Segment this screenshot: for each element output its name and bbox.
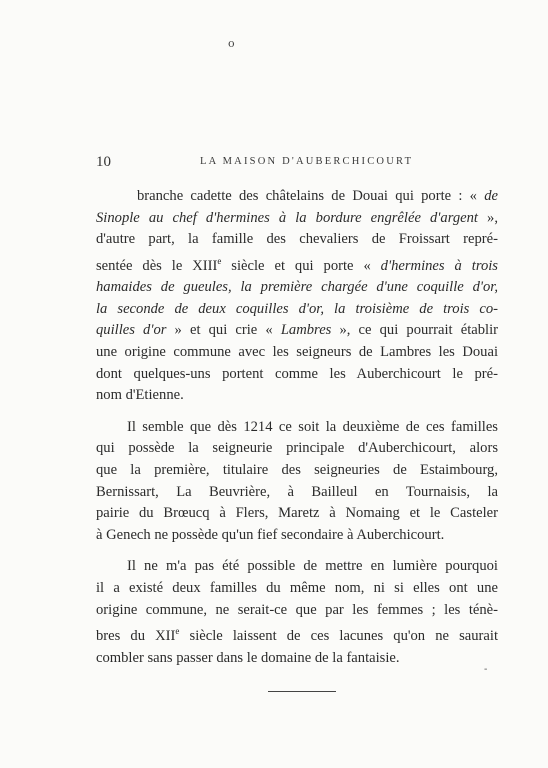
text-line — [96, 621, 498, 647]
text-line — [96, 385, 498, 407]
margin-mark: - — [484, 664, 488, 675]
page-number: 10 — [96, 154, 111, 170]
text-line — [96, 364, 498, 386]
text-line — [96, 186, 498, 208]
text-run: d'autre part, la famille des chevaliers de Froissart repré- — [96, 231, 498, 248]
text-line — [96, 600, 498, 622]
text-run: siècle et qui porte « — [221, 257, 381, 274]
text-run: » et qui crie « — [166, 322, 281, 339]
text-run: combler sans passer dans le domaine de la fantaisie. — [96, 649, 400, 666]
text-run: une origine commune avec les seigneurs de Lambres les Douai — [96, 344, 498, 361]
top-mark: o — [228, 37, 235, 50]
italic-run: quilles d'or — [96, 322, 167, 339]
italic-run: de — [484, 188, 498, 204]
page-header — [96, 154, 506, 174]
text-line — [96, 556, 498, 578]
paragraph — [96, 417, 498, 547]
text-line — [96, 417, 498, 439]
text-line — [96, 525, 498, 547]
text-line — [96, 482, 498, 504]
text-run: Il semble que dès 1214 ce soit la deuxième de ces familles — [127, 418, 498, 435]
text-run: sentée dès le XIII — [96, 257, 218, 274]
text-line — [96, 342, 498, 364]
text-line — [96, 438, 498, 460]
text-run: dont quelques-uns portent comme les Auberchicourt le pré- — [96, 365, 498, 382]
text-line — [96, 648, 498, 670]
text-line — [96, 277, 498, 299]
text-run: », ce qui pourrait établir — [331, 322, 498, 339]
text-run: que la première, titulaire des seigneuries de Estaimbourg, — [96, 461, 498, 478]
text-line — [96, 251, 498, 277]
paragraph — [96, 556, 498, 669]
text-line — [96, 503, 498, 525]
text-run: il a existé deux familles du même nom, ni si elles ont une — [96, 579, 498, 596]
text-run: Il ne m'a pas été possible de mettre en lumière pourquoi — [127, 558, 498, 575]
superscript: e — [175, 626, 180, 637]
superscript: e — [217, 255, 222, 266]
running-head: LA MAISON D'AUBERCHICOURT — [200, 156, 414, 167]
text-run: Bernissart, La Beuvrière, à Bailleul en Tournaisis, la — [96, 483, 498, 500]
text-run: origine commune, ne serait-ce que par les femmes ; les ténè- — [96, 601, 498, 618]
body-text — [96, 186, 498, 669]
text-run: bres du XII — [96, 628, 176, 644]
paragraph — [96, 186, 498, 407]
text-line — [96, 578, 498, 600]
text-run: qui possède la seigneurie principale d'Auberchicourt, alors — [96, 440, 498, 457]
text-run: », — [477, 209, 499, 226]
text-line — [96, 320, 498, 342]
italic-run: Sinople au chef d'hermines à la bordure engrêlée d'argent — [96, 209, 478, 226]
italic-run: la seconde de deux coquilles d'or, la troisième de trois co- — [96, 300, 498, 317]
paragraph-gap — [96, 407, 498, 417]
paragraph-gap — [96, 546, 498, 556]
italic-run: d'hermines à trois — [380, 257, 498, 274]
text-line — [96, 229, 498, 251]
italic-run: hamaides de gueules, la première chargée d'une coquille d'or, — [96, 279, 498, 296]
text-run: branche cadette des châtelains de Douai qui porte : « — [137, 188, 485, 204]
text-run: nom d'Etienne. — [96, 387, 184, 404]
text-run: à Genech ne possède qu'un fief secondaire à Auberchicourt. — [96, 526, 445, 543]
text-line — [96, 299, 498, 321]
text-run: pairie du Brœucq à Flers, Maretz à Nomaing et le Casteler — [96, 505, 498, 522]
end-divider — [268, 691, 336, 692]
italic-run: Lambres — [280, 322, 332, 339]
text-line — [96, 460, 498, 482]
text-run: siècle laissent de ces lacunes qu'on ne saurait — [179, 628, 498, 644]
text-line — [96, 208, 498, 230]
